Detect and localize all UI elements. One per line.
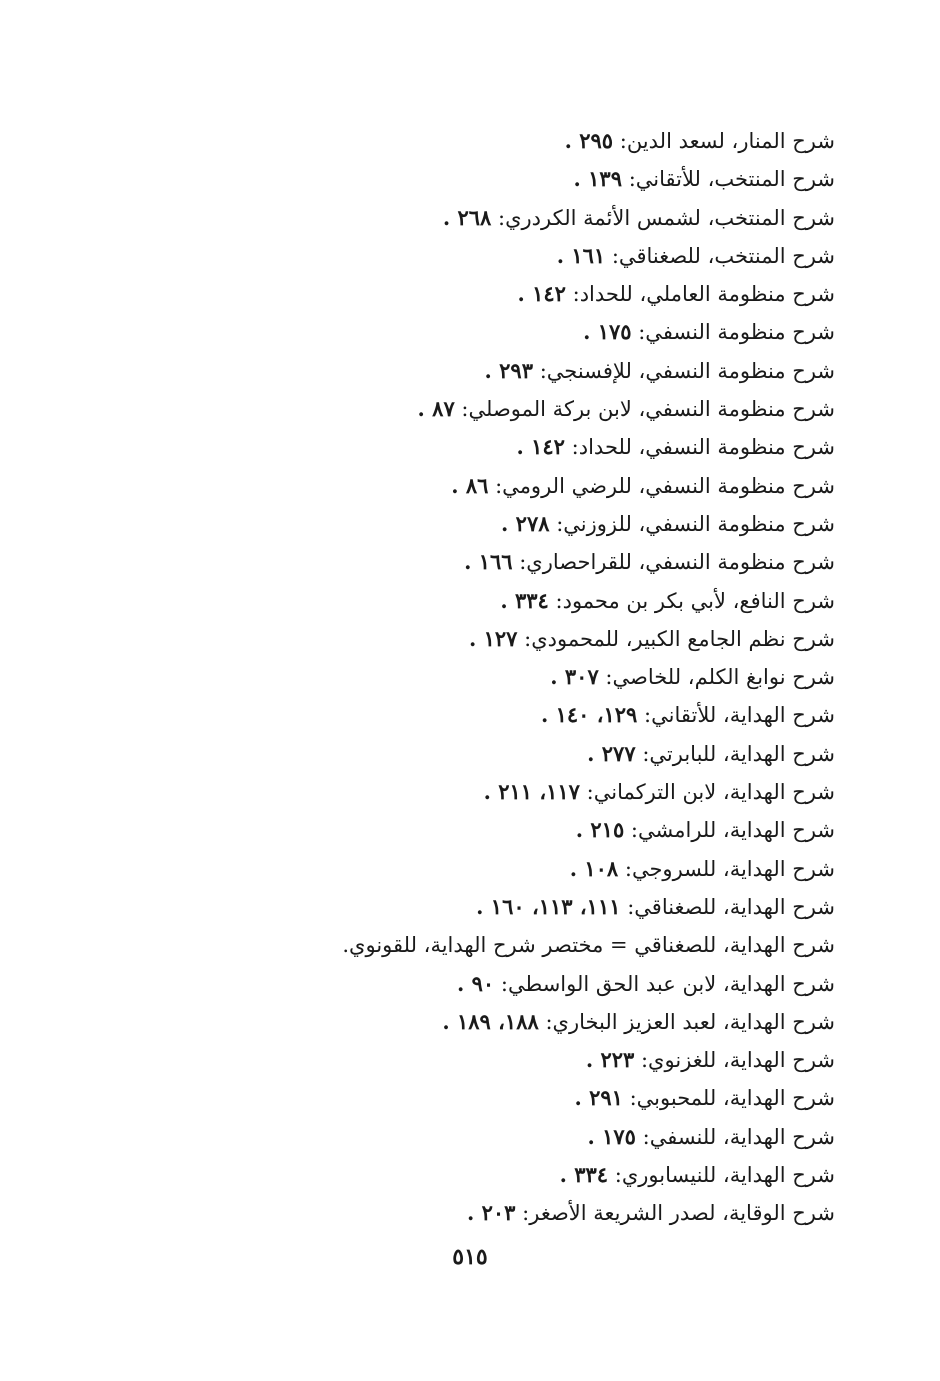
entry-title: شرح الهداية، للنسفي: <box>642 1124 835 1149</box>
index-entry <box>215 428 835 466</box>
index-entry <box>215 1156 835 1194</box>
entry-page-refs: ٢٩١ . <box>574 1085 623 1111</box>
entry-title: شرح المنتخب، للأتقاني: <box>628 167 835 192</box>
entry-page-refs: ٢٩٣ . <box>484 357 533 383</box>
index-entry <box>215 352 835 390</box>
index-entry <box>215 658 835 696</box>
index-entry <box>215 888 835 926</box>
index-entry <box>215 811 835 849</box>
entry-page-refs: ٨٦ . <box>451 472 489 498</box>
index-entry <box>215 122 835 160</box>
index-entry <box>215 926 835 964</box>
entry-title: شرح المنار، لسعد الدين: <box>619 129 835 153</box>
entry-page-refs: ٢٢٣ . <box>585 1047 635 1073</box>
entry-title: شرح منظومة النسفي، لابن بركة الموصلي: <box>461 397 835 422</box>
entry-page-refs: ٢٧٨ . <box>501 510 550 536</box>
entry-page-refs: ٢٦٨ . <box>442 204 492 230</box>
index-entry <box>215 390 835 428</box>
index-entry <box>215 505 835 543</box>
entry-title: شرح منظومة النسفي، للقراحصاري: <box>519 550 835 575</box>
entry-page-refs: ٢٠٣ . <box>467 1200 516 1226</box>
entry-page-refs: ٣٣٤ . <box>559 1162 609 1188</box>
index-entry <box>215 199 835 237</box>
index-entry <box>215 1041 835 1079</box>
index-entry <box>215 543 835 581</box>
index-entry <box>215 850 835 888</box>
entry-title: شرح الهداية، لعبد العزيز البخاري: <box>545 1009 835 1034</box>
entry-title: شرح منظومة النسفي، للحداد: <box>571 435 835 460</box>
entry-title: شرح منظومة النسفي، للرضي الرومي: <box>495 473 835 498</box>
entry-page-refs: ٢٧٧ . <box>587 740 636 766</box>
entry-page-refs: ١٧٥ . <box>583 319 632 345</box>
index-entry <box>215 237 835 275</box>
index-entry <box>215 965 835 1003</box>
index-entry <box>215 773 835 811</box>
index-entry <box>215 313 835 351</box>
entry-page-refs: ١٤٢ . <box>516 434 565 460</box>
entry-page-refs: ١٦١ . <box>556 242 606 268</box>
entry-title: شرح الهداية، للغزنوي: <box>640 1048 835 1073</box>
index-entry <box>215 1003 835 1041</box>
index-entry <box>215 1118 835 1156</box>
entry-page-refs: ١٢٧ . <box>468 625 518 651</box>
page-number: ٥١٥ <box>452 1244 488 1270</box>
entry-title: شرح الهداية، للرامشي: <box>630 818 835 843</box>
entry-title: شرح نظم الجامع الكبير، للمحمودي: <box>524 626 835 651</box>
entry-page-refs: ١٣٩ . <box>573 166 622 192</box>
entry-title: شرح الهداية، للمحبوبي: <box>629 1086 835 1111</box>
index-entry <box>215 275 835 313</box>
entry-title: شرح الهداية، للنيسابوري: <box>614 1163 835 1188</box>
entry-page-refs: ١٤٢ . <box>517 281 566 307</box>
entry-page-refs: ١١٧، ٢١١ . <box>483 779 580 805</box>
entry-title: شرح نوابغ الكلم، للخاصي: <box>605 665 835 690</box>
index-entry <box>215 1079 835 1117</box>
entry-page-refs: ١١١، ١١٣، ١٦٠ . <box>476 893 621 919</box>
entry-title: شرح الهداية، للصغناقي: <box>627 894 835 919</box>
entry-page-refs: ٢٩٥ . <box>564 128 614 153</box>
index-entry <box>215 696 835 734</box>
entry-page-refs: ٣٠٧ . <box>550 664 599 690</box>
entry-page-refs: ٨٧ . <box>417 396 455 422</box>
entry-page-refs: ٢١٥ . <box>575 817 625 843</box>
entry-page-refs: ١٦٦ . <box>464 549 513 575</box>
entry-title: شرح المنتخب، للصغناقي: <box>611 243 835 268</box>
entry-page-refs: ٣٣٤ . <box>500 587 549 613</box>
entry-title: شرح منظومة النسفي: <box>638 320 835 345</box>
index-entry <box>215 160 835 198</box>
entry-page-refs: ١٧٥ . <box>587 1123 636 1149</box>
index-entry <box>215 1194 835 1232</box>
entry-title: شرح النافع، لأبي بكر بن محمود: <box>555 588 835 613</box>
index-entry <box>215 735 835 773</box>
entry-page-refs: ١٠٨ . <box>569 855 619 881</box>
index-entry <box>215 582 835 620</box>
entry-title: شرح المنتخب، لشمس الأئمة الكردري: <box>498 205 835 230</box>
entry-title: شرح الهداية، لابن عبد الحق الواسطي: <box>500 971 835 996</box>
entry-title: شرح منظومة النسفي، للزوزني: <box>556 511 835 536</box>
index-entry-list <box>215 122 835 1233</box>
entry-title: شرح منظومة النسفي، للإفسنجي: <box>539 358 835 383</box>
entry-title: شرح الهداية، للصغناقي = مختصر شرح الهداية، للقونوي. <box>342 933 835 958</box>
entry-page-refs: ١٨٨، ١٨٩ . <box>442 1008 539 1034</box>
entry-page-refs: ١٢٩، ١٤٠ . <box>540 702 638 728</box>
entry-title: شرح منظومة العاملي، للحداد: <box>572 282 835 307</box>
entry-title: شرح الوقاية، لصدر الشريعة الأصغر: <box>522 1201 835 1226</box>
entry-title: شرح الهداية، لابن التركماني: <box>586 780 835 805</box>
index-entry <box>215 620 835 658</box>
entry-title: شرح الهداية، للبابرتي: <box>642 741 835 766</box>
index-entry <box>215 467 835 505</box>
entry-title: شرح الهداية، للأتقاني: <box>644 703 835 728</box>
entry-title: شرح الهداية، للسروجي: <box>624 856 835 881</box>
entry-page-refs: ٩٠ . <box>457 970 495 996</box>
